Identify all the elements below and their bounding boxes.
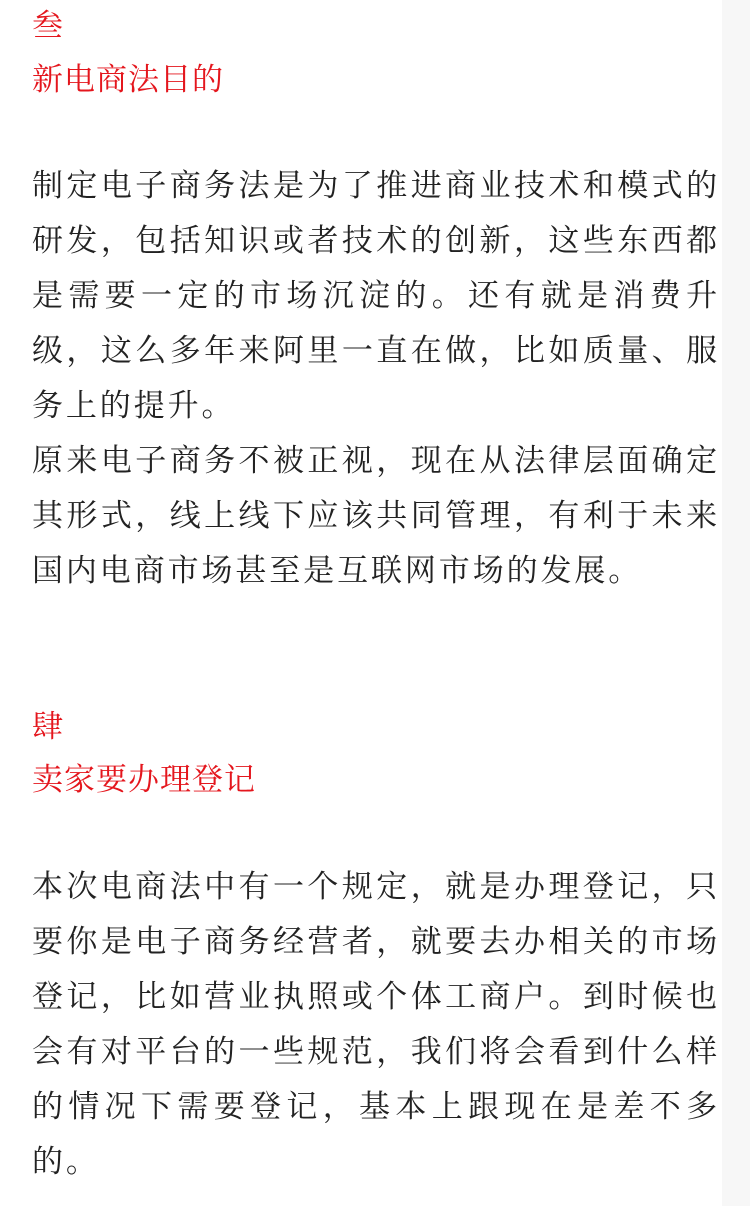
section-4-paragraph-1: 本次电商法中有一个规定，就是办理登记，只要你是电子商务经营者，就要去办相关的市场登记，比如营业执照或个体工商户。到时候也会有对平台的一些规范，我们将会看到什么样的情况下需要登记，基本上跟现在是差不多的。 xyxy=(32,869,720,1180)
section-3-title: 新电商法目的 xyxy=(32,62,224,98)
section-4-number: 肆 xyxy=(32,709,64,745)
section-4-title: 卖家要办理登记 xyxy=(32,762,256,798)
section-3-number: 叁 xyxy=(32,8,64,44)
section-3-paragraph-1: 制定电子商务法是为了推进商业技术和模式的研发，包括知识或者技术的创新，这些东西都是需要一定的市场沉淀的。还有就是消费升级，这么多年来阿里一直在做，比如质量、服务上的提升。 xyxy=(32,168,720,424)
section-3-paragraph-2: 原来电子商务不被正视，现在从法律层面确定其形式，线上线下应该共同管理，有利于未来国内电商市场甚至是互联网市场的发展。 xyxy=(32,443,720,589)
page-right-margin xyxy=(722,0,750,1206)
